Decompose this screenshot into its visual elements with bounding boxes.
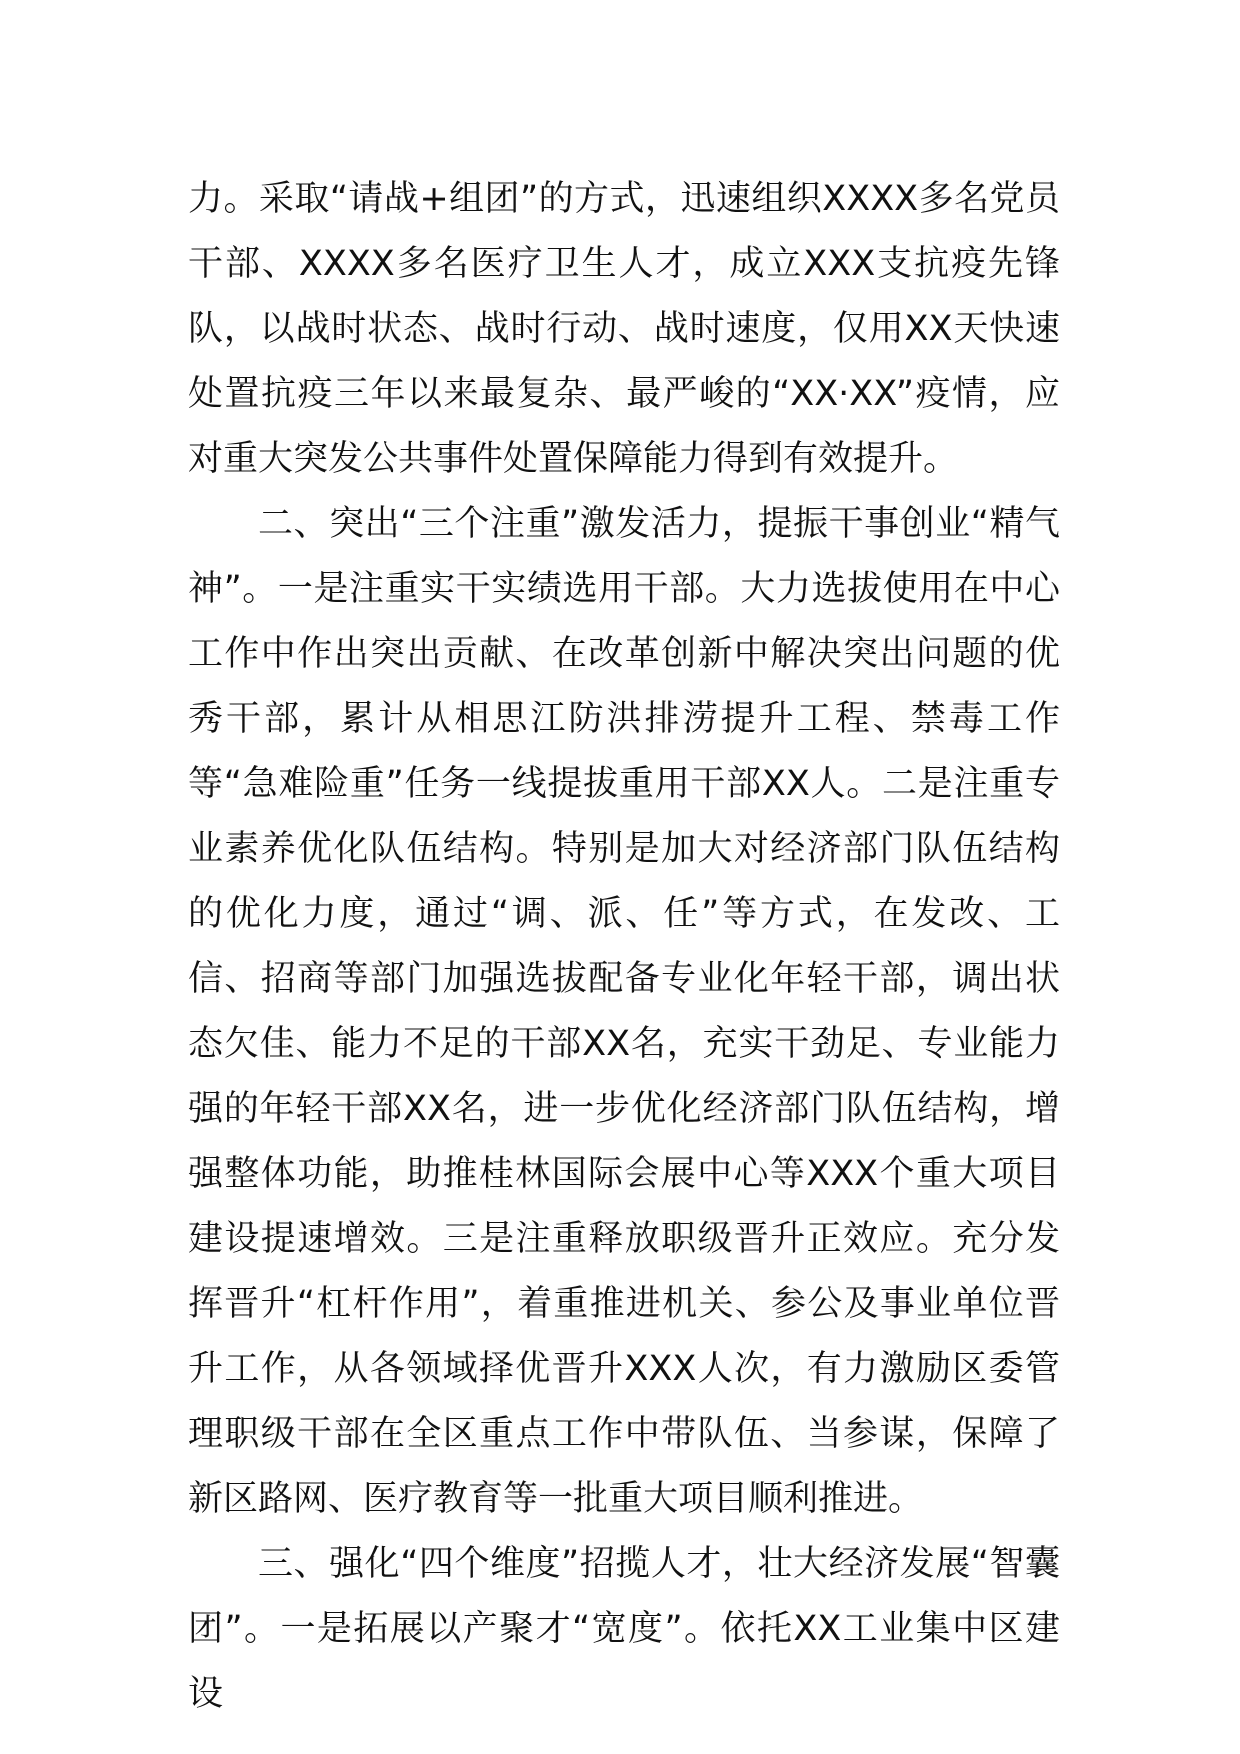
paragraph-section-two: 二、突出“三个注重”激发活力，提振干事创业“精气神”。一是注重实干实绩选用干部。大力选拔使用在中心工作中作出突出贡献、在改革创新中解决突出问题的优秀干部，累计从相思江防洪排涝提升工程、禁毒工作等“急难险重”任务一线提拔重用干部XX人。二是注重专业素养优化队伍结构。特别是加大对经济部门队伍结构的优化力度，通过“调、派、任”等方式，在发改、工信、招商等部门加强选拔配备专业化年轻干部，调出状态欠佳、能力不足的干部XX名，充实干劲足、专业能力强的年轻干部XX名，进一步优化经济部门队伍结构，增强整体功能，助推桂林国际会展中心等XXX个重大项目建设提速增效。三是注重释放职级晋升正效应。充分发挥晋升“杠杆作用”，着重推进机关、参公及事业单位晋升工作，从各领域择优晋升XXX人次，有力激励区委管理职级干部在全区重点工作中带队伍、当参谋，保障了新区路网、医疗教育等一批重大项目顺利推进。 <box>188 504 1060 1519</box>
document-body <box>188 167 1060 1727</box>
paragraph-continuation: 力。采取“请战+组团”的方式，迅速组织XXXX多名党员干部、XXXX多名医疗卫生人才，成立XXX支抗疫先锋队，以战时状态、战时行动、战时速度，仅用XX天快速处置抗疫三年以来最复杂、最严峻的“XX·XX”疫情，应对重大突发公共事件处置保障能力得到有效提升。 <box>188 179 1060 479</box>
paragraph-section-three: 三、强化“四个维度”招揽人才，壮大经济发展“智囊团”。一是拓展以产聚才“宽度”。依托XX工业集中区建设 <box>188 1544 1060 1714</box>
